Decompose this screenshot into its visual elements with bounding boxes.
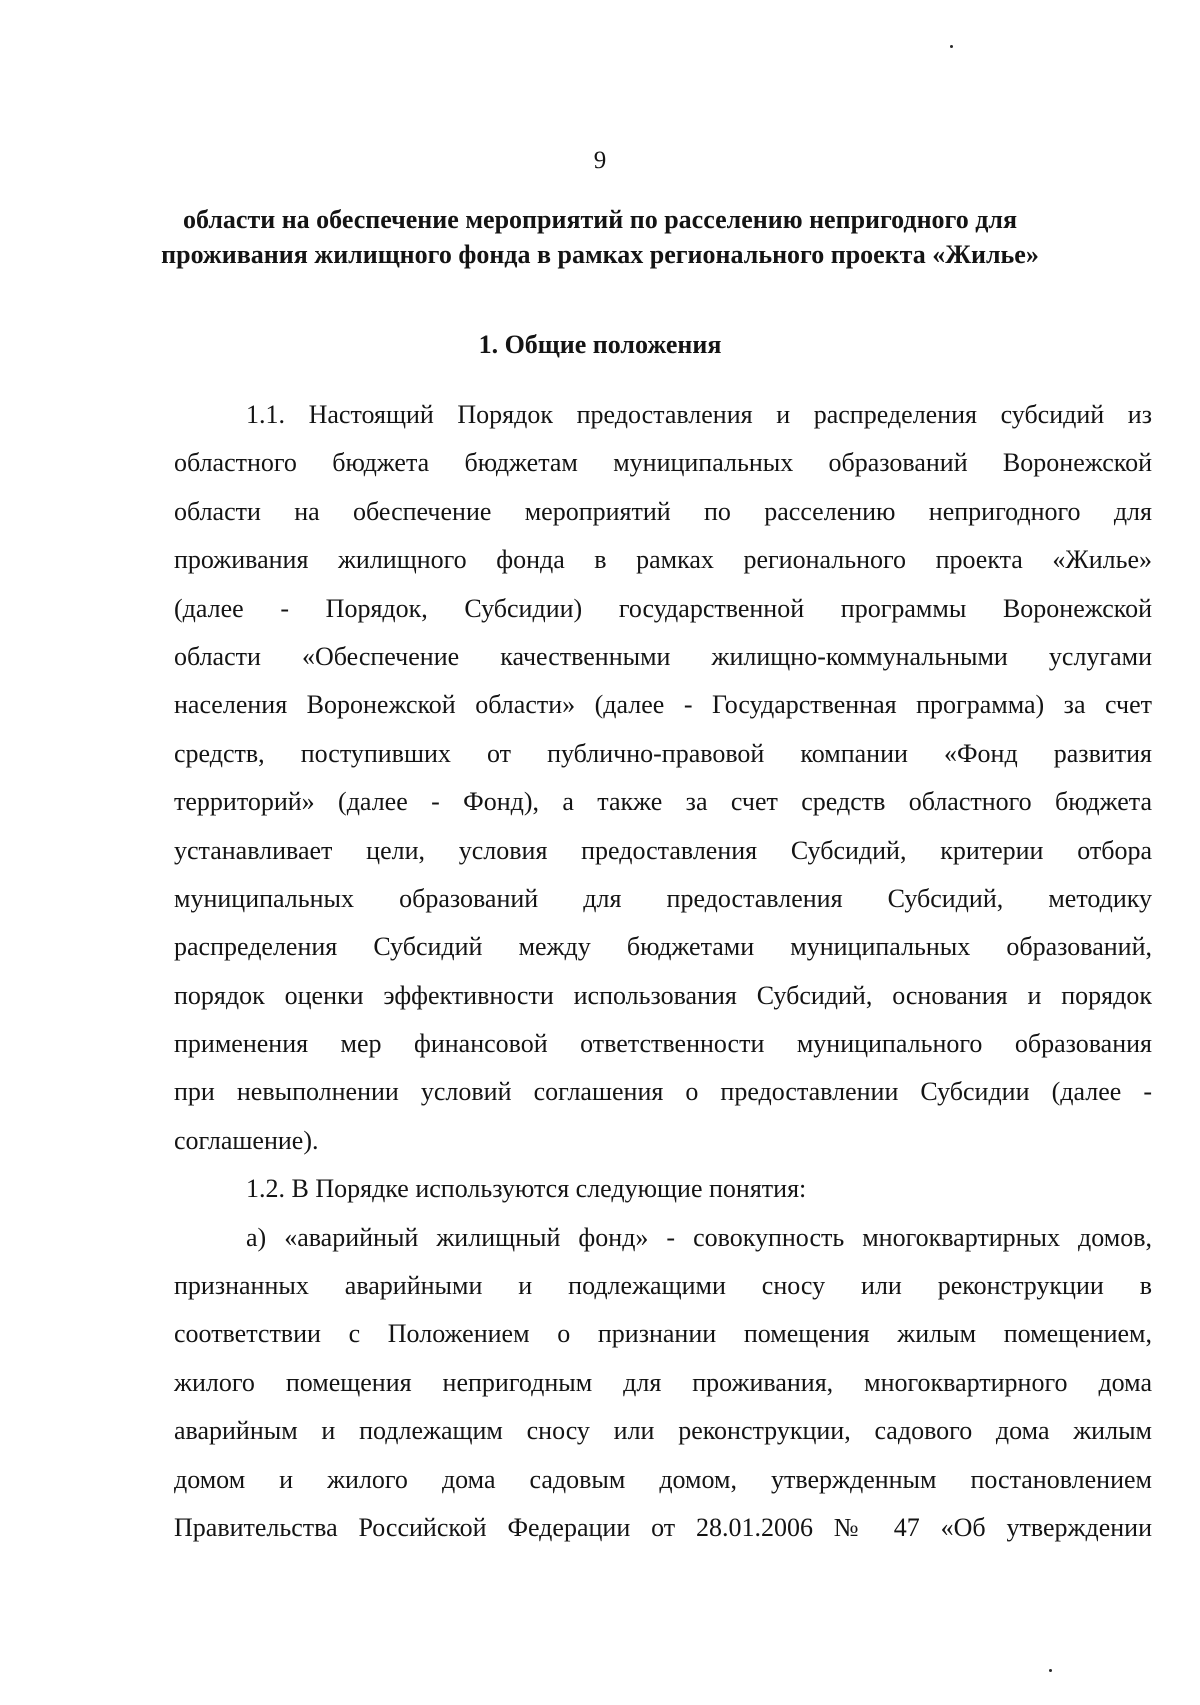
- document-title-line-1: области на обеспечение мероприятий по расселению непригодного для: [182, 205, 1018, 234]
- paragraph-line: домом и жилого дома садовым домом, утвержденным постановлением: [174, 1464, 1152, 1494]
- paragraph-line: Правительства Российской Федерации от 28.01.2006 № 47 «Об утверждении: [174, 1512, 1152, 1542]
- paragraph-line: признанных аварийными и подлежащими сносу или реконструкции в: [174, 1271, 1152, 1301]
- scan-speck: [1049, 1669, 1052, 1672]
- page-number: 9: [593, 147, 607, 174]
- document-title: [150, 202, 1050, 272]
- scan-speck: [950, 45, 953, 48]
- document-body: [174, 391, 1152, 1552]
- paragraph-line: при невыполнении условий соглашения о предоставлении Субсидии (далее -: [174, 1077, 1152, 1107]
- paragraph-a: [174, 1214, 1152, 1553]
- paragraph-line: распределения Субсидий между бюджетами муниципальных образований,: [174, 932, 1152, 962]
- document-title-line-2: проживания жилищного фонда в рамках регионального проекта «Жилье»: [161, 240, 1039, 269]
- paragraph-line: населения Воронежской области» (далее - Государственная программа) за счет: [174, 690, 1152, 720]
- paragraph-line: устанавливает цели, условия предоставления Субсидий, критерии отбора: [174, 835, 1152, 865]
- paragraph-1-1: [174, 391, 1152, 1165]
- paragraph-line: области «Обеспечение качественными жилищно-коммунальными услугами: [174, 641, 1152, 671]
- paragraph-line: территорий» (далее - Фонд), а также за счет средств областного бюджета: [174, 787, 1152, 817]
- paragraph-line: порядок оценки эффективности использования Субсидий, основания и порядок: [174, 980, 1152, 1010]
- paragraph-line: муниципальных образований для предоставления Субсидий, методику: [174, 883, 1152, 913]
- paragraph-line: области на обеспечение мероприятий по расселению непригодного для: [174, 496, 1152, 526]
- paragraph-line: 1.2. В Порядке используются следующие понятия:: [246, 1174, 807, 1204]
- paragraph-line: соглашение).: [174, 1125, 319, 1155]
- paragraph-line: а) «аварийный жилищный фонд» - совокупность многоквартирных домов,: [246, 1222, 1152, 1252]
- paragraph-line: 1.1. Настоящий Порядок предоставления и распределения субсидий из: [246, 400, 1152, 429]
- paragraph-line: средств, поступивших от публично-правовой компании «Фонд развития: [174, 738, 1152, 768]
- paragraph-line: (далее - Порядок, Субсидии) государственной программы Воронежской: [174, 593, 1152, 623]
- paragraph-1-2: [174, 1165, 1152, 1213]
- paragraph-line: проживания жилищного фонда в рамках регионального проекта «Жилье»: [174, 545, 1152, 575]
- paragraph-line: аварийным и подлежащим сносу или реконструкции, садового дома жилым: [174, 1416, 1152, 1446]
- paragraph-line: соответствии с Положением о признании помещения жилым помещением,: [174, 1319, 1152, 1349]
- paragraph-line: применения мер финансовой ответственности муниципального образования: [174, 1029, 1152, 1059]
- paragraph-line: жилого помещения непригодным для проживания, многоквартирного дома: [174, 1367, 1152, 1397]
- section-heading: 1. Общие положения: [478, 330, 722, 359]
- paragraph-line: областного бюджета бюджетам муниципальных образований Воронежской: [174, 448, 1152, 478]
